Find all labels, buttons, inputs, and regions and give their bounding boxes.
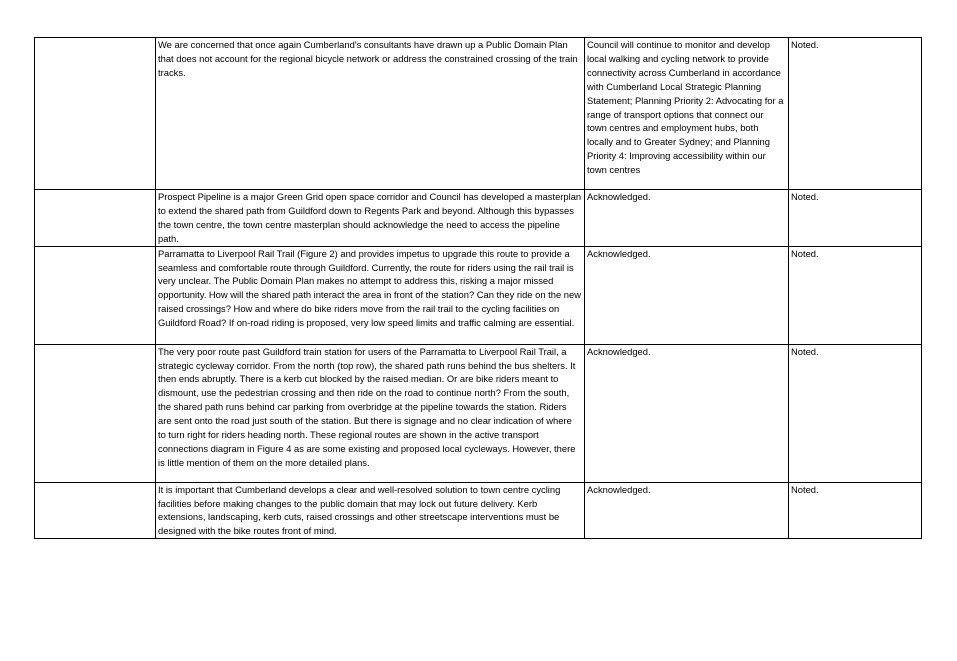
comment-cell: Parramatta to Liverpool Rail Trail (Figure 2) and provides impetus to upgrade this route to provide a seamless and comfortable route through Guildford. Currently, the route for riders using the rail trail is very unclear. The Public Domain Plan makes no attempt to address this, risking a major missed opportunity. How will the shared path interact the area in front of the station? Can they ride on the new raised crossings? How and where do bike riders move from the rail trail to the cycling facilities on Guildford Road? If on-road riding is proposed, very low speed limits and traffic calming are essential.	[156, 246, 585, 344]
outcome-cell: Noted.	[789, 190, 922, 247]
submitter-cell	[35, 482, 156, 539]
outcome-cell: Noted.	[789, 246, 922, 344]
submitter-cell	[35, 344, 156, 482]
response-cell: Acknowledged.	[585, 246, 789, 344]
outcome-cell: Noted.	[789, 482, 922, 539]
table-row	[35, 344, 922, 482]
submitter-cell	[35, 38, 156, 190]
comment-cell: Prospect Pipeline is a major Green Grid open space corridor and Council has developed a masterplan to extend the shared path from Guildford down to Regents Park and beyond. Although this bypasses the town centre, the town centre masterplan should acknowledge the need to access the pipeline path.	[156, 190, 585, 247]
table-row	[35, 38, 922, 190]
comment-cell: The very poor route past Guildford train station for users of the Parramatta to Liverpool Rail Trail, a strategic cycleway corridor. From the north (top row), the shared path runs behind the bus shelters. It then ends abruptly. There is a kerb cut blocked by the raised median. Or are bike riders meant to dismount, use the pedestrian crossing and then ride on the road to continue north? From the south, the shared path runs behind car parking from overbridge at the pipeline towards the station. Riders are sent onto the road just south of the station. But there is signage and no clear indication of where to turn right for riders heading north. These regional routes are shown in the active transport connections diagram in Figure 4 as are some existing and proposed local cycleways. However, there is little mention of them on the more detailed plans.	[156, 344, 585, 482]
response-cell: Acknowledged.	[585, 344, 789, 482]
submissions-table	[34, 37, 922, 539]
outcome-cell: Noted.	[789, 38, 922, 190]
response-cell: Acknowledged.	[585, 482, 789, 539]
response-cell: Council will continue to monitor and develop local walking and cycling network to provide connectivity across Cumberland in accordance with Cumberland Local Strategic Planning Statement; Planning Priority 2: Advocating for a range of transport options that connect our town centres and employment hubs, both locally and to Greater Sydney; and Planning Priority 4: Improving accessibility within our town centres	[585, 38, 789, 190]
table-row	[35, 246, 922, 344]
comment-cell: We are concerned that once again Cumberland's consultants have drawn up a Public Domain Plan that does not account for the regional bicycle network or address the constrained crossing of the train tracks.	[156, 38, 585, 190]
submitter-cell	[35, 246, 156, 344]
response-cell: Acknowledged.	[585, 190, 789, 247]
table-row	[35, 482, 922, 539]
comment-cell: It is important that Cumberland develops a clear and well-resolved solution to town centre cycling facilities before making changes to the public domain that may lock out future delivery. Kerb extensions, landscaping, kerb cuts, raised crossings and other streetscape interventions must be designed with the bike routes front of mind.	[156, 482, 585, 539]
submitter-cell	[35, 190, 156, 247]
outcome-cell: Noted.	[789, 344, 922, 482]
table-row	[35, 190, 922, 247]
